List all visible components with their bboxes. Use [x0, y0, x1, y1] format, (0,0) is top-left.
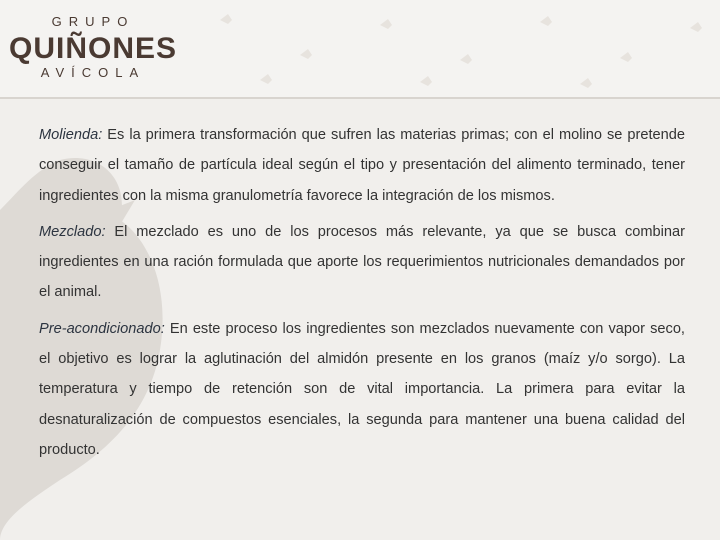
term-preacondicionado: Pre-acondicionado: — [39, 320, 165, 337]
text-preacondicionado: En este proceso los ingredientes son mezclados nuevamente con vapor seco, el objetivo es lograr la aglutinación del almidón presente en los granos (maíz y/o sorgo). La temperatura y tiempo de retención son de vital importancia. La primera para evitar la desnaturalización de compuestos esenciales, la segunda para mantener una buena calidad del producto. — [39, 320, 685, 458]
term-molienda: Molienda: — [39, 127, 103, 143]
paragraph-preacondicionado — [39, 314, 685, 465]
paragraph-molienda — [39, 120, 685, 211]
process-description — [39, 120, 685, 471]
logo-top-text: GRUPO — [51, 14, 135, 29]
header-divider — [0, 97, 720, 99]
logo-bottom-text: AVÍCOLA — [40, 65, 146, 80]
term-mezclado: Mezclado: — [39, 223, 106, 240]
text-mezclado: El mezclado es uno de los procesos más relevante, ya que se busca combinar ingredientes en una ración formulada que aporte los requerimientos nutricionales demandados por el animal. — [39, 223, 685, 301]
company-logo — [8, 10, 178, 85]
logo-main-text: QUIÑONES — [8, 32, 178, 65]
paragraph-mezclado — [39, 217, 685, 308]
text-molienda: Es la primera transformación que sufren las materias primas; con el molino se pretende conseguir el tamaño de partícula ideal según el tipo y presentación del alimento terminado, tener ingredientes con la misma granulometría favorece la integración de los mismos. — [39, 127, 685, 204]
